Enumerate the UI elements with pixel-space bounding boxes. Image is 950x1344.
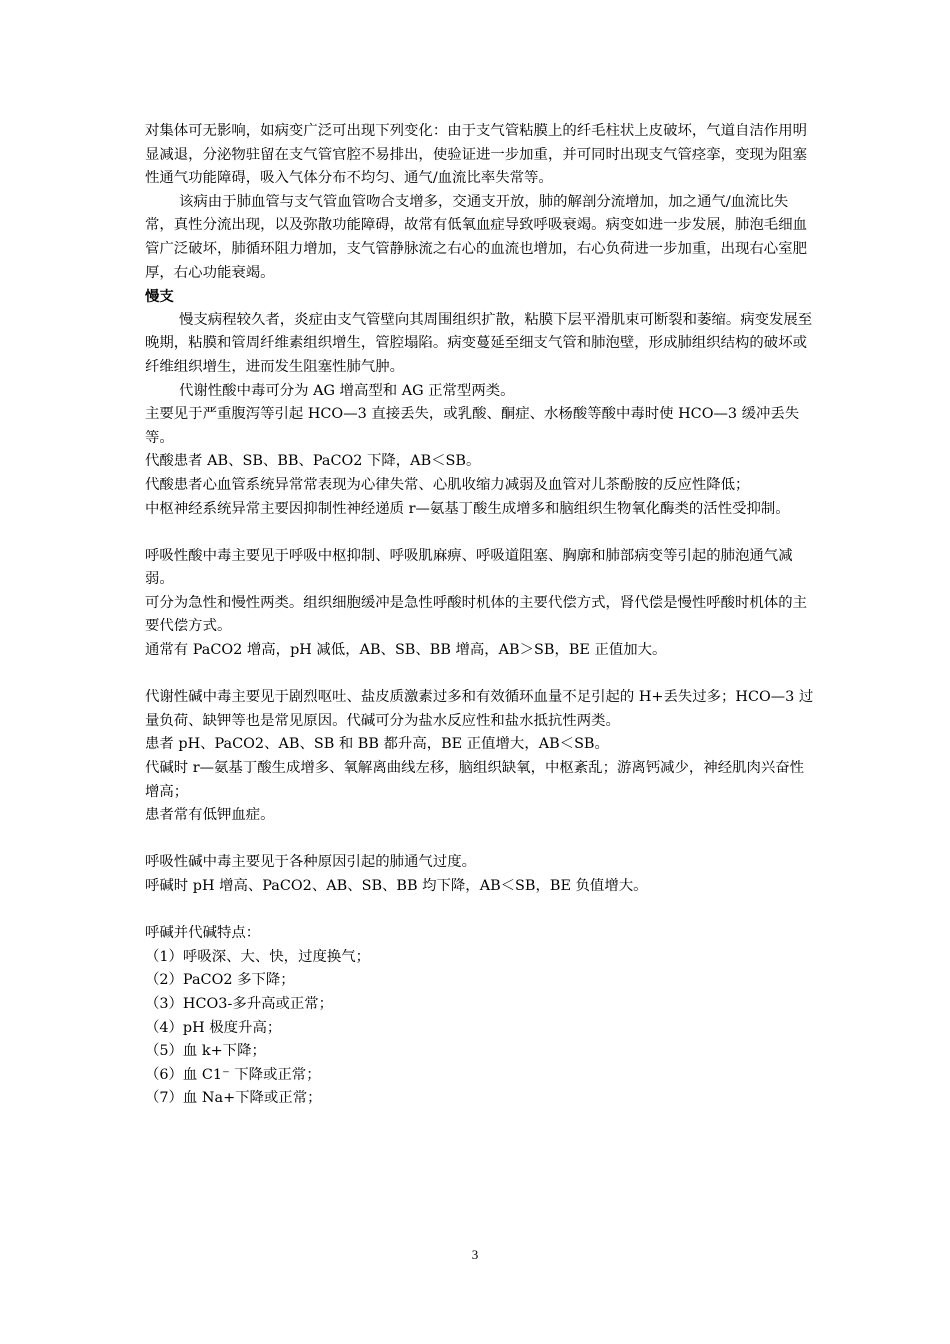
paragraph: 代碱时 r—氨基丁酸生成增多、氧解离曲线左移，脑组织缺氧，中枢紊乱；游离钙减少，神经肌肉兴奋性增高； bbox=[145, 760, 805, 800]
paragraph: 代谢性碱中毒主要见于剧烈呕吐、盐皮质激素过多和有效循环血量不足引起的 H+丢失过多；HCO—3 过量负荷、缺钾等也是常见原因。代碱可分为盐水反应性和盐水抵抗性两类。 bbox=[145, 689, 814, 729]
page-number: 3 bbox=[471, 1247, 479, 1262]
paragraph: 慢支病程较久者，炎症由支气管壁向其周围组织扩散，粘膜下层平滑肌束可断裂和萎缩。病变发展至晚期，粘膜和管周纤维素组织增生，管腔塌陷。病变蔓延至细支气管和肺泡壁，形成肺组织结构的破坏或纤维组织增生，进而发生阻塞性肺气肿。 bbox=[145, 311, 813, 375]
document-body bbox=[145, 120, 815, 1111]
feature-list bbox=[145, 946, 815, 1111]
list-item: （6）血 C1⁻ 下降或正常； bbox=[145, 1066, 321, 1083]
blank-line bbox=[145, 828, 815, 852]
paragraph: 呼碱并代碱特点： bbox=[145, 925, 261, 942]
section-heading: 慢支 bbox=[145, 288, 174, 306]
paragraph: 该病由于肺血管与支气管血管吻合支增多，交通支开放，肺的解剖分流增加，加之通气/血流比失常，真性分流出现，以及弥散功能障碍，故常有低氧血症导致呼吸衰竭。病变如进一步发展，肺泡毛细血管广泛破坏，肺循环阻力增加，支气管静脉流之右心的血流也增加，右心负荷进一步加重，出现右心室肥厚，右心功能衰竭。 bbox=[145, 193, 807, 281]
paragraph: 呼吸性碱中毒主要见于各种原因引起的肺通气过度。 bbox=[145, 854, 476, 871]
list-item: （3）HCO3-多升高或正常； bbox=[145, 995, 334, 1012]
paragraph: 代谢性酸中毒可分为 AG 增高型和 AG 正常型两类。 bbox=[179, 382, 515, 399]
blank-line bbox=[145, 663, 815, 687]
paragraph: 中枢神经系统异常主要因抑制性神经递质 r—氨基丁酸生成增多和脑组织生物氧化酶类的活性受抑制。 bbox=[145, 500, 790, 517]
paragraph: 主要见于严重腹泻等引起 HCO—3 直接丢失，或乳酸、酮症、水杨酸等酸中毒时使 HCO—3 缓冲丢失等。 bbox=[145, 406, 800, 446]
paragraph: 代酸患者 AB、SB、BB、PaCO2 下降，AB＜SB。 bbox=[145, 453, 481, 470]
list-item: （7）血 Na+下降或正常； bbox=[145, 1090, 322, 1107]
list-item: （4）pH 极度升高； bbox=[145, 1019, 282, 1036]
paragraph: 患者常有低钾血症。 bbox=[145, 807, 275, 824]
list-item: （5）血 k+下降； bbox=[145, 1043, 266, 1060]
list-item: （2）PaCO2 多下降； bbox=[145, 972, 295, 989]
paragraph: 可分为急性和慢性两类。组织细胞缓冲是急性呼酸时机体的主要代偿方式，肾代偿是慢性呼酸时机体的主要代偿方式。 bbox=[145, 594, 807, 635]
paragraph: 通常有 PaCO2 增高，pH 减低，AB、SB、BB 增高，AB＞SB，BE 正值加大。 bbox=[145, 642, 667, 659]
paragraph: 呼吸性酸中毒主要见于呼吸中枢抑制、呼吸肌麻痹、呼吸道阻塞、胸廓和肺部病变等引起的肺泡通气减弱。 bbox=[145, 547, 793, 588]
paragraph: 对集体可无影响，如病变广泛可出现下列变化：由于支气管粘膜上的纤毛柱状上皮破坏，气道自洁作用明显减退，分泌物驻留在支气管官腔不易排出，使验证进一步加重，并可同时出现支气管痉挛，变现为阻塞性通气功能障碍，吸入气体分布不均匀、通气/血流比率失常等。 bbox=[145, 123, 807, 187]
paragraph: 代酸患者心血管系统异常常表现为心律失常、心肌收缩力减弱及血管对儿茶酚胺的反应性降低； bbox=[145, 476, 750, 493]
paragraph: 呼碱时 pH 增高、PaCO2、AB、SB、BB 均下降，AB＜SB，BE 负值增大。 bbox=[145, 878, 648, 894]
list-item: （1）呼吸深、大、快，过度换气； bbox=[145, 948, 371, 965]
paragraph: 患者 pH、PaCO2、AB、SB 和 BB 都升高，BE 正值增大，AB＜SB。 bbox=[145, 736, 609, 753]
blank-line bbox=[145, 521, 815, 545]
blank-line bbox=[145, 899, 815, 923]
